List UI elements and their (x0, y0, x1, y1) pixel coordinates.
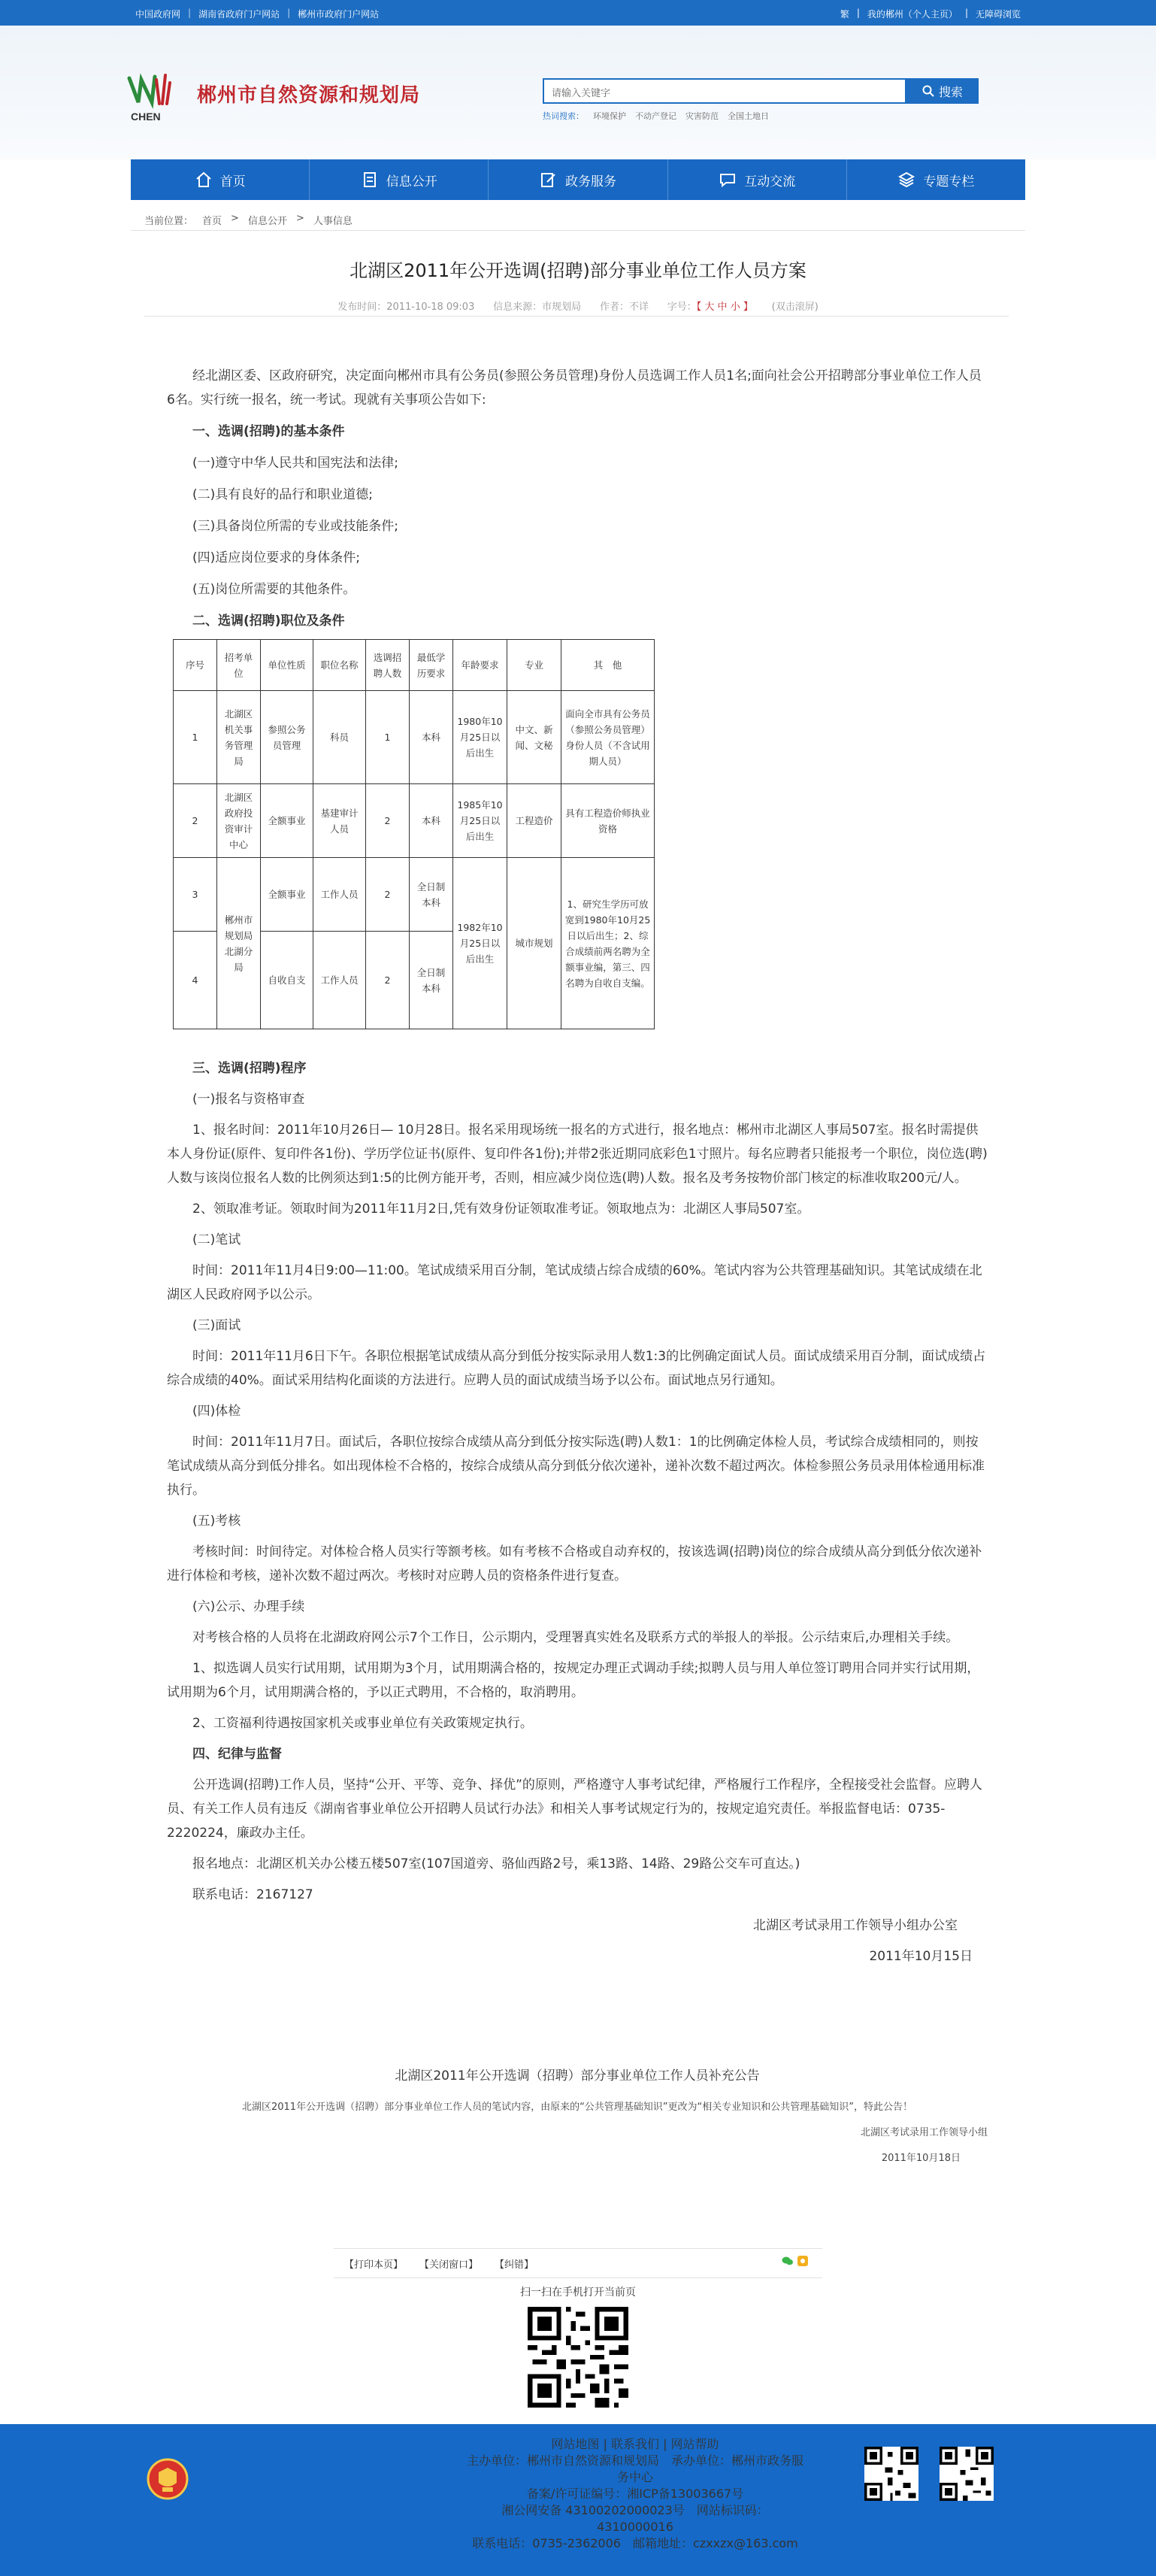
table-cell: 1980年10月25日以后出生 (453, 691, 507, 784)
hot-words (543, 110, 769, 122)
paragraph: 2、领取准考证。领取时间为2011年11月2日,凭有效身份证领取准考证。领取地点为：北湖区人事局507室。 (192, 1202, 810, 1217)
paragraph: (五)岗位所需要的其他条件。 (192, 582, 356, 597)
table-cell: 本科 (410, 691, 453, 784)
font-size-label: 字号： (667, 302, 697, 313)
supplement-sign: 北湖区考试录用工作领导小组 (860, 2127, 988, 2138)
search-button[interactable] (906, 78, 979, 104)
paragraph: 经北湖区委、区政府研究，决定面向郴州市具有公务员(参照公务员管理)身份人员选调工作人员1名;面向社会公开招聘部分事业单位工作人员6名。实行统一报名，统一考试。现就有关事项公告如下: (167, 368, 982, 408)
close-window-button[interactable]: 【关闭窗口】 (419, 2259, 479, 2271)
accessibility-link[interactable]: 无障碍浏览 (975, 9, 1021, 20)
edit-icon (540, 171, 558, 189)
table-cell: 1、研究生学历可放宽到1980年10月25日以后出生；2、综合成绩前两名聘为全额事业编，第三、四名聘为自收自支编。 (561, 858, 655, 1029)
nav-special-topics[interactable] (847, 159, 1025, 200)
column-header: 最低学历要求 (410, 640, 453, 691)
article-body (167, 364, 988, 641)
divider: | (188, 8, 192, 18)
table-row (174, 858, 655, 932)
breadcrumb-sep: > (231, 213, 239, 224)
chen-logo-icon[interactable] (123, 69, 185, 123)
svg-text:CHEN: CHEN (131, 111, 161, 123)
table-cell: 中文、新闻、文秘 (507, 691, 561, 784)
paragraph: 1、拟选调人员实行试用期，试用期为3个月，试用期满合格的，按规定办理正式调动手续;拟聘人员与用人单位签订聘用合同并实行试用期，试用期为6个月，试用期满合格的，予以正式聘用，不合格的，取消聘用。 (167, 1661, 980, 1700)
hot-word[interactable]: 不动产登记 (635, 111, 676, 121)
table-cell: 1985年10月25日以后出生 (453, 784, 507, 858)
table-cell: 全额事业 (261, 784, 313, 858)
hot-word[interactable]: 全国土地日 (728, 111, 769, 121)
breadcrumb-info[interactable]: 信息公开 (247, 216, 287, 227)
nav-label: 信息公开 (386, 174, 437, 189)
divider: | (856, 8, 860, 18)
hot-word[interactable]: 灾害防范 (685, 111, 719, 121)
paragraph: 考核时间：时间待定。对体检合格人员实行等额考核。如有考核不合格或自动弃权的，按该选调(招聘)岗位的综合成绩从高分到低分依次递补进行体检和考核，递补次数不超过两次。考核时对应聘人员的资格条件进行复查。 (167, 1544, 982, 1583)
subsection-heading: (三)面试 (192, 1318, 241, 1333)
nav-gov-service[interactable] (489, 159, 667, 200)
nav-home[interactable] (131, 159, 310, 200)
column-header: 职位名称 (313, 640, 366, 691)
signature-date: 2011年10月15日 (869, 1949, 973, 1964)
nav-label: 专题专栏 (923, 174, 975, 189)
table-cell: 2 (366, 784, 410, 858)
font-size-controls[interactable]: 【 大 中 小 】 (696, 302, 753, 313)
paragraph: 对考核合格的人员将在北湖政府网公示7个工作日，公示期内，受理署真实姓名及联系方式的举报人的举报。公示结束后,办理相关手续。 (192, 1630, 959, 1645)
column-header: 招考单位 (217, 640, 261, 691)
table-header-row (174, 640, 655, 691)
qr-code-icon (864, 2447, 918, 2501)
paragraph: 时间：2011年11月4日9:00—11:00。笔试成绩采用百分制，笔试成绩占综合成绩的60%。笔试内容为公共管理基础知识。其笔试成绩在北湖区人民政府网予以公示。 (167, 1263, 982, 1302)
footer-host: 主办单位：郴州市自然资源和规划局 承办单位：郴州市政务服务中心 (466, 2453, 803, 2484)
divider: | (964, 8, 968, 18)
table-cell: 工作人员 (313, 932, 366, 1029)
article-meta (131, 299, 1025, 313)
table-cell: 2 (174, 784, 217, 858)
table-cell: 工作人员 (313, 858, 366, 932)
breadcrumb-sep: > (295, 213, 304, 224)
chat-icon (719, 171, 737, 189)
table-cell: 全额事业 (261, 858, 313, 932)
subsection-heading: (六)公示、办理手续 (192, 1599, 305, 1614)
subsection-heading: (五)考核 (192, 1514, 241, 1529)
table-cell: 1 (366, 691, 410, 784)
link-chenzhou-gov[interactable]: 郴州市政府门户网站 (298, 9, 380, 20)
footer-police[interactable]: 湘公网安备 43100202000023号 网站标识码：4310000016 (501, 2503, 769, 2534)
table-cell: 城市规划 (507, 858, 561, 1029)
scan-prompt: 扫一扫在手机打开当前页 (520, 2287, 636, 2299)
search-icon (922, 85, 934, 97)
site-title[interactable]: 郴州市自然资源和规划局 (197, 84, 421, 107)
info-source: 信息来源：市规划局 (493, 302, 582, 313)
table-cell: 全日制本科 (410, 932, 453, 1029)
supplement-date: 2011年10月18日 (881, 2153, 961, 2164)
section-heading: 四、纪律与监督 (192, 1747, 282, 1762)
contact-phone: 联系电话：2167127 (192, 1887, 313, 1902)
paragraph: 公开选调(招聘)工作人员，坚持“公开、平等、竞争、择优”的原则，严格遵守人事考试纪律，严格履行工作程序，全程接受社会监督。应聘人员、有关工作人员有违反《湖南省事业单位公开招聘人员试行办法》和相关人事考试规定行为的，按规定追究责任。举报监督电话：0735-2220224，廉政办主任。 (167, 1777, 982, 1841)
layers-icon (897, 171, 915, 189)
table-cell: 4 (174, 932, 217, 1029)
section-heading: 三、选调(招聘)程序 (192, 1061, 307, 1076)
positions-table (173, 639, 655, 1029)
table-cell: 基建审计人员 (313, 784, 366, 858)
paragraph: 时间：2011年11月7日。面试后，各职位按综合成绩从高分到低分按实际选(聘)人数1：1的比例确定体检人员，考试综合成绩相同的，则按笔试成绩从高分到低分排名。如出现体检不合格的，按综合成绩从高分到低分依次递补，递补次数不超过两次。体检参照公务员录用体检通用标准执行。 (167, 1435, 985, 1498)
supplementary-notice (167, 2068, 988, 2176)
divider: | (287, 8, 291, 18)
column-header: 单位性质 (261, 640, 313, 691)
table-cell: 本科 (410, 784, 453, 858)
column-header: 年龄要求 (453, 640, 507, 691)
signature: 北湖区考试录用工作领导小组办公室 (753, 1918, 958, 1933)
section-heading: 二、选调(招聘)职位及条件 (192, 614, 345, 629)
footer-icp[interactable]: 备案/许可证编号：湘ICP备13003667号 (526, 2487, 744, 2501)
subsection-heading: (一)报名与资格审查 (192, 1092, 305, 1107)
home-icon (195, 171, 213, 189)
link-hunan-gov[interactable]: 湖南省政府门户网站 (198, 9, 280, 20)
column-header: 其 他 (561, 640, 655, 691)
divider (131, 230, 1025, 231)
breadcrumb (144, 213, 353, 227)
link-gov-cn[interactable]: 中国政府网 (135, 9, 181, 20)
document-icon (361, 171, 379, 189)
section-heading: 一、选调(招聘)的基本条件 (192, 424, 345, 439)
breadcrumb-prefix: 当前位置： (144, 216, 194, 227)
top-links (135, 8, 379, 20)
nav-interaction[interactable] (668, 159, 847, 200)
supplement-body: 北湖区2011年公开选调（招聘）部分事业单位工作人员的笔试内容，由原来的“公共管理基础知识”更改为“相关专业知识和公共管理基础知识”，特此公告！ (241, 2102, 913, 2113)
hot-word[interactable]: 环境保护 (593, 111, 626, 121)
top-bar (0, 0, 1156, 26)
publish-time: 发布时间：2011-10-18 09:03 (337, 302, 475, 313)
table-cell: 1 (174, 691, 217, 784)
divider (144, 316, 1009, 317)
breadcrumb-personnel[interactable]: 人事信息 (313, 216, 353, 227)
double-click-scroll[interactable]: (双击滚屏) (771, 302, 819, 313)
footer-info (466, 2436, 804, 2552)
table-cell: 参照公务员管理 (261, 691, 313, 784)
table-row (174, 784, 655, 858)
table-cell: 面向全市具有公务员（参照公务员管理）身份人员（不含试用期人员） (561, 691, 655, 784)
top-right-links (840, 8, 1021, 20)
table-cell: 北湖区机关事务管理局 (217, 691, 261, 784)
article-tools (334, 2248, 822, 2278)
table-cell: 具有工程造价师执业资格 (561, 784, 655, 858)
paragraph: 时间：2011年11月6日下午。各职位根据笔试成绩从高分到低分按实际录用人数1:3的比例确定面试人员。面试成绩采用百分制，面试成绩占综合成绩的40%。面试采用结构化面谈的方法进行。应聘人员的面试成绩当场予以公布。面试地点另行通知。 (167, 1349, 986, 1388)
personal-home-link[interactable]: 我的郴州（个人主页） (867, 9, 958, 20)
table-cell: 工程造价 (507, 784, 561, 858)
print-button[interactable]: 【打印本页】 (344, 2259, 404, 2271)
party-gov-emblem-icon[interactable] (146, 2457, 189, 2501)
column-header: 序号 (174, 640, 217, 691)
address: 报名地点：北湖区机关办公楼五楼507室(107国道旁、骆仙西路2号，乘13路、14路、29路公交车可直达。) (192, 1856, 800, 1871)
traditional-chinese-link[interactable]: 繁 (840, 9, 849, 20)
report-error-button[interactable]: 【纠错】 (495, 2259, 534, 2271)
table-cell: 2 (366, 932, 410, 1029)
subsection-heading: (二)笔试 (192, 1232, 241, 1247)
search-input[interactable]: 请输入关键字 (543, 78, 906, 104)
table-cell: 2 (366, 858, 410, 932)
author: 作者：不详 (599, 302, 649, 313)
table-cell: 北湖区政府投资审计中心 (217, 784, 261, 858)
breadcrumb-home[interactable]: 首页 (202, 216, 222, 227)
subsection-heading: (四)体检 (192, 1404, 241, 1419)
qzone-icon[interactable] (797, 2255, 809, 2267)
article-body-continued (167, 1056, 988, 1975)
nav-label: 首页 (219, 174, 246, 189)
wechat-icon[interactable] (782, 2255, 794, 2267)
table-cell: 科员 (313, 691, 366, 784)
nav-label: 政务服务 (565, 174, 616, 189)
qr-code-icon (940, 2447, 994, 2501)
hot-words-label: 热词搜索： (543, 111, 584, 121)
column-header: 选调招聘人数 (366, 640, 410, 691)
paragraph: (二)具有良好的品行和职业道德; (192, 487, 373, 502)
table-cell: 郴州市规划局北湖分局 (217, 858, 261, 1029)
paragraph: 2、工资福利待遇按国家机关或事业单位有关政策规定执行。 (192, 1716, 533, 1731)
qr-code-icon (528, 2307, 628, 2408)
footer-links[interactable]: 网站地图 | 联系我们 | 网站帮助 (551, 2437, 719, 2451)
table-row (174, 691, 655, 784)
paragraph: (一)遵守中华人民共和国宪法和法律; (192, 456, 398, 471)
table-cell: 自收自支 (261, 932, 313, 1029)
paragraph: (四)适应岗位要求的身体条件; (192, 550, 360, 565)
page-title: 北湖区2011年公开选调(招聘)部分事业单位工作人员方案 (350, 260, 806, 281)
share-icons (782, 2255, 809, 2267)
main-nav (131, 159, 1025, 200)
nav-info-disclosure[interactable] (310, 159, 489, 200)
column-header: 专业 (507, 640, 561, 691)
table-cell: 1982年10月25日以后出生 (453, 858, 507, 1029)
paragraph: (三)具备岗位所需的专业或技能条件; (192, 519, 398, 534)
paragraph: 1、报名时间：2011年10月26日— 10月28日。报名采用现场统一报名的方式进行，报名地点：郴州市北湖区人事局507室。报名时需提供本人身份证(原件、复印件各1份)、学历学位证书(原件、复印件各1份);并带2张近期同底彩色1寸照片。每名应聘者只能报考一个职位，岗位选(聘)人数与该岗位报名人数的比例须达到1:5的比例方能开考，否则，相应减少岗位选(聘)人数。报名及考务按物价部门核定的标准收取200元/人。 (167, 1123, 988, 1186)
supplement-title: 北湖区2011年公开选调（招聘）部分事业单位工作人员补充公告 (395, 2068, 760, 2084)
footer-contact: 联系电话：0735-2362006 邮箱地址：czxxzx@163.com (472, 2536, 798, 2550)
search-button-label: 搜索 (938, 84, 963, 99)
nav-label: 互动交流 (744, 174, 796, 189)
table-cell: 全日制本科 (410, 858, 453, 932)
table-cell: 3 (174, 858, 217, 932)
